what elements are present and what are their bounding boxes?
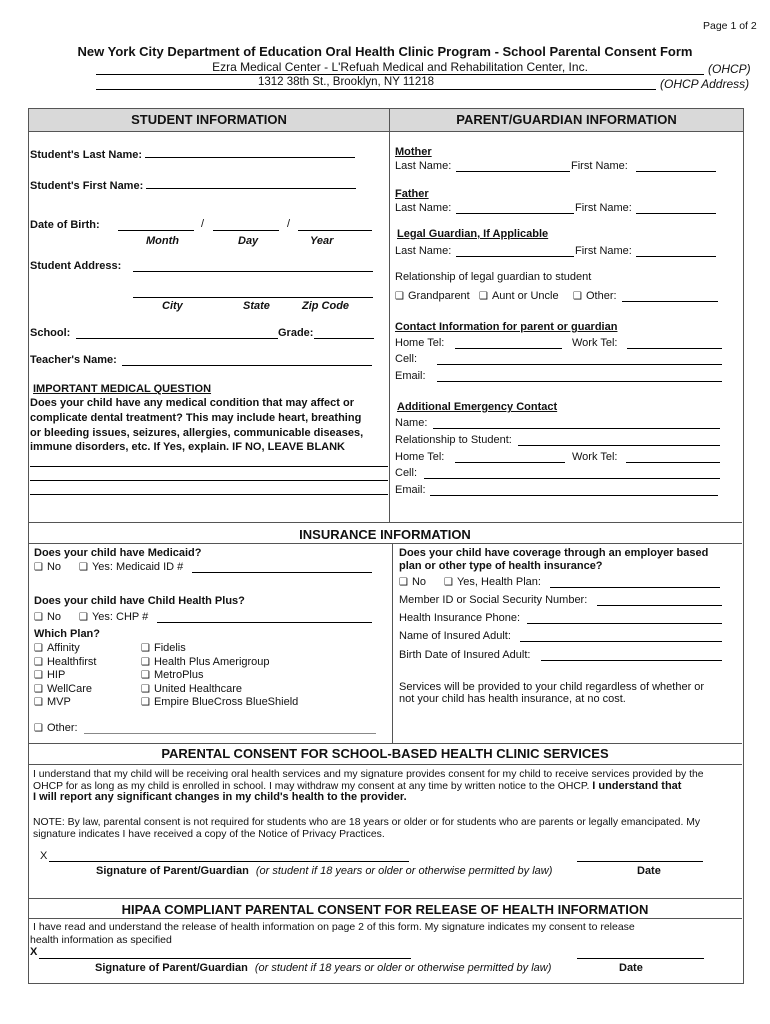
hipaa-x-mark: X [30, 946, 38, 958]
plan-label: MetroPlus [153, 669, 204, 681]
plan-option[interactable] [141, 656, 298, 670]
hipaa-text-2: health information as specified [30, 934, 172, 946]
plan-option[interactable] [34, 683, 97, 697]
insurance-top-rule [28, 522, 742, 523]
member-id-label: Member ID or Social Security Number: [399, 594, 588, 606]
insurance-phone-label: Health Insurance Phone: [399, 612, 521, 624]
emergency-home-tel-field[interactable] [455, 451, 565, 463]
provider-name: Ezra Medical Center - L'Refuah Medical and Rehabilitation Center, Inc. [212, 60, 588, 74]
state-caption: State [243, 300, 270, 312]
grade-label: Grade: [278, 327, 314, 339]
plan-option[interactable] [34, 642, 97, 656]
guardian-last-name-field[interactable] [456, 245, 574, 257]
medical-question-3: or bleeding issues, seizures, allergies, communicable diseases, [30, 427, 364, 439]
checkbox-icon[interactable]: ❑ [479, 291, 488, 302]
last-name-label: Student's Last Name: [30, 146, 355, 161]
plan-label: Empire BlueCross BlueShield [153, 696, 299, 708]
hipaa-heading: HIPAA COMPLIANT PARENTAL CONSENT FOR RELEASE OF HEALTH INFORMATION [121, 902, 649, 917]
student-info-header: STUDENT INFORMATION [28, 108, 390, 132]
insurance-phone-field[interactable] [527, 612, 722, 624]
other-plan-option[interactable]: ❑ Other: [34, 722, 78, 734]
teacher-field[interactable] [122, 354, 372, 366]
emergency-home-tel-label: Home Tel: [395, 451, 445, 463]
consent-signature-caption: Signature of Parent/Guardian (or student if 18 years or older or otherwise permitted by law) [96, 865, 553, 877]
page-number: Page 1 of 2 [703, 20, 757, 32]
form-title: New York City Department of Education Oral Health Clinic Program - School Parental Consent Form [77, 44, 693, 59]
member-id-field[interactable] [597, 594, 722, 606]
work-tel-label: Work Tel: [572, 337, 618, 349]
medical-answer-line-1[interactable] [30, 466, 388, 467]
mother-last-name-field[interactable] [456, 160, 570, 172]
grade-field[interactable] [314, 327, 374, 339]
medicaid-yes-option[interactable]: ❑ Yes: Medicaid ID # [79, 561, 184, 573]
services-note-1: Services will be provided to your child regardless of whether or [399, 681, 705, 693]
checkbox-icon[interactable]: ❑ [34, 683, 43, 695]
relationship-label: Relationship of legal guardian to student [395, 271, 592, 283]
plan-label: United Healthcare [153, 682, 243, 695]
father-last-label: Last Name: [395, 202, 452, 214]
emergency-relationship-label: Relationship to Student: [395, 434, 512, 446]
checkbox-icon[interactable]: ❑ [34, 643, 43, 654]
checkbox-icon[interactable]: ❑ [34, 723, 43, 734]
father-last-name-field[interactable] [456, 202, 574, 214]
emergency-name-label: Name: [395, 417, 428, 429]
year-caption: Year [310, 235, 334, 247]
father-heading: Father [395, 188, 429, 200]
home-tel-field[interactable] [455, 337, 562, 349]
services-note-2: not your child has health insurance, at no cost. [399, 693, 626, 705]
insured-dob-label: Birth Date of Insured Adult: [399, 649, 531, 661]
contact-heading: Contact Information for parent or guardian [395, 321, 618, 333]
which-plan-label: Which Plan? [34, 628, 100, 640]
plan-option[interactable] [141, 669, 298, 683]
hipaa-date-field[interactable] [577, 947, 704, 959]
consent-note: NOTE: By law, parental consent is not required for students who are 18 years or older or for students who are parents or legally emancipated. My signature indicates I have received a copy of the Notice of Privacy Practices. [33, 817, 701, 840]
consent-date-caption: Date [637, 865, 661, 877]
checkbox-icon[interactable]: ❑ [399, 577, 408, 588]
father-first-label: First Name: [575, 202, 632, 214]
emergency-email-label: Email: [395, 484, 426, 496]
address-label: Student Address: [30, 260, 122, 272]
employer-yes-option[interactable]: ❑ Yes, Health Plan: [444, 576, 541, 588]
school-label: School: [30, 327, 71, 339]
checkbox-icon[interactable]: ❑ [79, 612, 88, 623]
chp-no-option[interactable]: ❑ No [34, 611, 62, 623]
guardian-first-label: First Name: [575, 245, 632, 257]
emergency-name-field[interactable] [433, 417, 720, 429]
student-first-name-field[interactable] [146, 177, 356, 189]
consent-header-rule [28, 764, 742, 765]
medical-answer-line-2[interactable] [30, 480, 388, 481]
guardian-heading: Legal Guardian, If Applicable [397, 228, 549, 240]
medical-question-2: complicate dental treatment? This may include heart, breathing [30, 412, 362, 424]
dob-slash-1: / [201, 218, 205, 230]
medical-question-4: immune disorders, etc. If Yes, explain. IF NO, LEAVE BLANK [30, 441, 346, 453]
grandparent-option[interactable]: ❑ Grandparent [395, 290, 470, 302]
medical-question-1: Does your child have any medical condition that may affect or [30, 397, 354, 409]
other-relationship-option[interactable]: ❑ Other: [573, 290, 617, 302]
insured-name-label: Name of Insured Adult: [399, 630, 511, 642]
plan-option[interactable] [141, 642, 298, 656]
provider-address: 1312 38th St., Brooklyn, NY 11218 [257, 76, 435, 88]
cell-label: Cell: [395, 353, 418, 365]
hipaa-signature-caption: Signature of Parent/Guardian (or student if 18 years or older or otherwise permitted by law) [95, 962, 552, 974]
checkbox-icon[interactable]: ❑ [141, 683, 150, 695]
hipaa-date-caption: Date [619, 962, 643, 974]
emergency-work-tel-label: Work Tel: [572, 451, 618, 463]
month-caption: Month [146, 235, 179, 247]
first-name-label: Student's First Name: [30, 177, 356, 192]
dob-month-field[interactable] [118, 219, 194, 231]
home-tel-label: Home Tel: [395, 337, 445, 349]
hipaa-signature-field[interactable] [39, 947, 411, 959]
consent-signature-field[interactable] [49, 850, 409, 862]
checkbox-icon[interactable]: ❑ [444, 577, 453, 588]
consent-heading: PARENTAL CONSENT FOR SCHOOL-BASED HEALTH CLINIC SERVICES [161, 746, 609, 761]
student-last-name-field[interactable] [145, 146, 355, 158]
insured-dob-field[interactable] [541, 649, 722, 661]
checkbox-icon[interactable]: ❑ [34, 697, 43, 708]
checkbox-icon[interactable]: ❑ [34, 562, 43, 573]
employer-question-2: plan or other type of health insurance? [399, 560, 603, 572]
employer-no-option[interactable]: ❑ No [399, 576, 427, 588]
checkbox-icon[interactable]: ❑ [34, 656, 43, 668]
checkbox-icon[interactable]: ❑ [141, 697, 150, 708]
medicaid-question: Does your child have Medicaid? [34, 547, 202, 559]
emergency-cell-label: Cell: [395, 467, 418, 479]
emergency-work-tel-field[interactable] [626, 451, 720, 463]
plan-label: MVP [46, 696, 71, 708]
mother-first-label: First Name: [571, 160, 628, 172]
dob-day-field[interactable] [213, 219, 279, 231]
plan-option[interactable] [34, 669, 97, 683]
mother-last-label: Last Name: [395, 160, 452, 172]
consent-top-rule [28, 743, 742, 744]
other-relationship-field[interactable] [622, 290, 718, 302]
checkbox-icon[interactable]: ❑ [573, 291, 582, 302]
hipaa-header-rule [28, 918, 742, 919]
other-plan-field[interactable] [84, 722, 376, 734]
health-plan-field[interactable] [550, 576, 720, 588]
work-tel-field[interactable] [627, 337, 722, 349]
checkbox-icon[interactable]: ❑ [34, 612, 43, 623]
aunt-uncle-option[interactable]: ❑ Aunt or Uncle [479, 290, 559, 302]
emergency-cell-field[interactable] [424, 467, 720, 479]
cell-field[interactable] [437, 353, 722, 365]
plan-label: Fidelis [153, 642, 186, 654]
insured-name-field[interactable] [520, 630, 722, 642]
guardian-first-name-field[interactable] [636, 245, 716, 257]
chp-question: Does your child have Child Health Plus? [34, 595, 245, 607]
student-address-field[interactable] [133, 260, 373, 272]
emergency-heading: Additional Emergency Contact [397, 401, 558, 413]
employer-question-1: Does your child have coverage through an employer based [399, 547, 709, 559]
school-field[interactable] [76, 327, 278, 339]
plan-label: Affinity [46, 642, 80, 654]
consent-paragraph: I understand that my child will be receiving oral health services and my signature provides consent for my child to receive services provided by the OHCP for as long as my child is enrolled in school. I may withdraw my consent at any time by written notice to the OHCP. I understand that I will report any significant changes in my child's health to the provider. [33, 769, 704, 803]
day-caption: Day [238, 235, 259, 247]
plan-option[interactable] [34, 696, 97, 710]
checkbox-icon[interactable]: ❑ [395, 291, 404, 302]
column-divider [389, 108, 390, 522]
zip-caption: Zip Code [302, 300, 350, 312]
student-city-state-zip-field[interactable] [133, 286, 373, 298]
consent-x-mark: X [40, 850, 48, 862]
teacher-label: Teacher's Name: [30, 354, 117, 366]
father-first-name-field[interactable] [636, 202, 716, 214]
plan-option[interactable] [141, 696, 298, 710]
address-line [96, 89, 656, 90]
address-tag: (OHCP Address) [660, 77, 750, 91]
emergency-relationship-field[interactable] [518, 434, 720, 446]
hipaa-text-1: I have read and understand the release of health information on page 2 of this form. My signature indicates my consent to release [33, 921, 635, 933]
email-field[interactable] [437, 370, 722, 382]
medicaid-id-field[interactable] [192, 561, 372, 573]
medical-heading: IMPORTANT MEDICAL QUESTION [33, 383, 212, 395]
chp-id-field[interactable] [157, 611, 372, 623]
plan-option[interactable] [141, 683, 298, 697]
plan-list-left [34, 642, 97, 710]
insurance-heading: INSURANCE INFORMATION [299, 527, 471, 542]
medicaid-no-option[interactable]: ❑ No [34, 561, 62, 573]
plan-label: Healthfirst [46, 655, 97, 668]
plan-label: HIP [46, 669, 66, 681]
medical-answer-line-3[interactable] [30, 494, 388, 495]
emergency-email-field[interactable] [430, 484, 718, 496]
provider-line [96, 74, 704, 75]
parent-info-header: PARENT/GUARDIAN INFORMATION [389, 108, 744, 132]
checkbox-icon[interactable]: ❑ [141, 656, 150, 668]
mother-first-name-field[interactable] [636, 160, 716, 172]
checkbox-icon[interactable]: ❑ [34, 670, 43, 681]
plan-label: WellCare [46, 682, 92, 695]
email-label: Email: [395, 370, 426, 382]
dob-year-field[interactable] [298, 219, 372, 231]
city-caption: City [162, 300, 183, 312]
hipaa-top-rule [28, 898, 742, 899]
dob-label: Date of Birth: [30, 219, 100, 231]
mother-heading: Mother [395, 146, 432, 158]
plan-label: Health Plus Amerigroup [153, 655, 270, 668]
checkbox-icon[interactable]: ❑ [141, 643, 150, 654]
dob-slash-2: / [287, 218, 291, 230]
insurance-header-rule [28, 543, 742, 544]
checkbox-icon[interactable]: ❑ [141, 670, 150, 681]
insurance-divider [392, 543, 393, 743]
plan-option[interactable] [34, 656, 97, 670]
checkbox-icon[interactable]: ❑ [79, 562, 88, 573]
consent-date-field[interactable] [577, 850, 703, 862]
provider-tag: (OHCP) [708, 62, 751, 76]
guardian-last-label: Last Name: [395, 245, 452, 257]
chp-yes-option[interactable]: ❑ Yes: CHP # [79, 611, 149, 623]
plan-list-right [141, 642, 298, 710]
